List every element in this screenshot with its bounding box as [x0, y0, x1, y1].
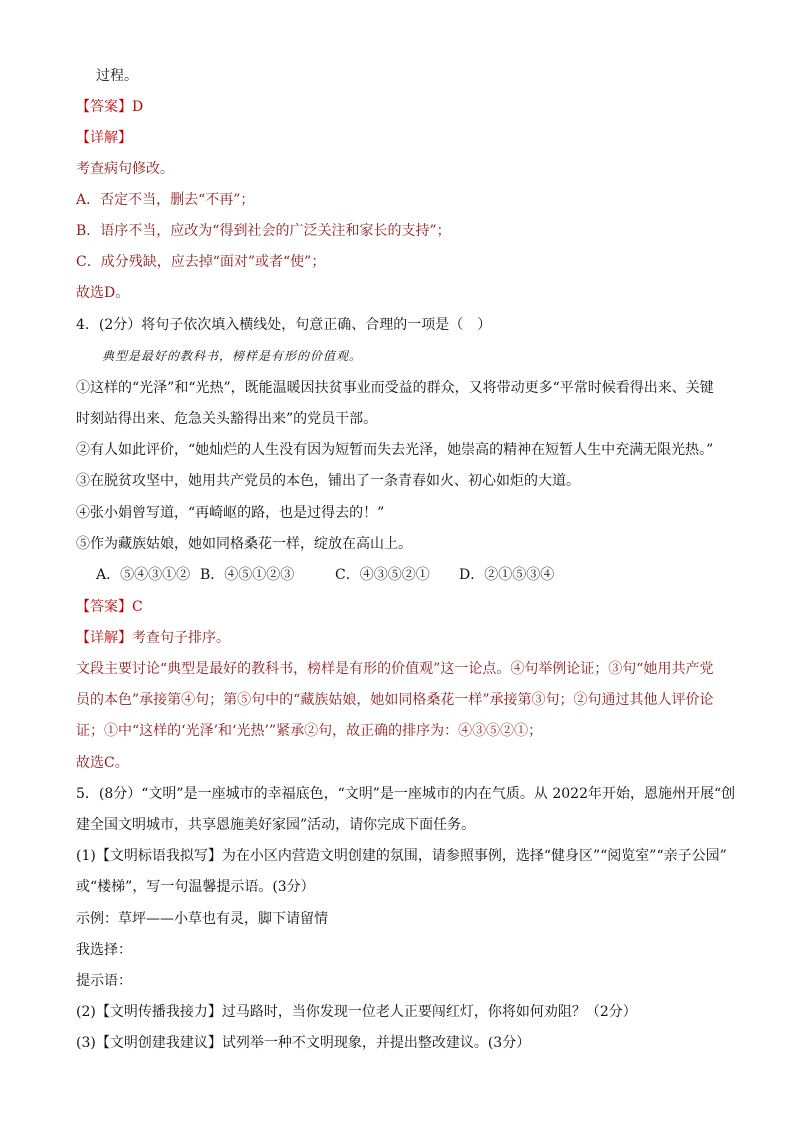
- sentence-1-cont: 时刻站得出来、危急关头豁得出来”的党员干部。: [76, 411, 378, 427]
- option-a: A．⑤④③①②: [96, 567, 191, 583]
- slogan-line: 提示语：: [76, 973, 132, 989]
- sentence-4: ④张小娟曾写道，“再崎岖的路，也是过得去的！”: [76, 505, 385, 521]
- sentence-1: ①这样的“光泽”和“光热”，既能温暖因扶贫事业而受益的群众，又将带动更多“平常时候看得出来、关键: [76, 380, 714, 396]
- text-line: 故选D。: [76, 285, 130, 301]
- option-d: D．②①⑤③④: [459, 567, 555, 583]
- text-line: 文段主要讨论“典型是最好的教科书，榜样是有形的价值观”这一论点。④句举例论证；③句“她用共产党: [76, 661, 714, 677]
- explanation-text: 考查句子排序。: [132, 630, 230, 646]
- text-line: 故选C。: [76, 755, 129, 771]
- task-3: (3)【文明创建我建议】试列举一种不文明现象，并提出整改建议。(3分）: [76, 1035, 531, 1051]
- text-line: 员的本色”承接第④句；第⑤句中的“藏族姑娘，她如同格桑花一样”承接第③句；②句通过其他人评价论: [76, 692, 714, 708]
- answer-label: 【答案】C: [76, 599, 143, 615]
- option-b: B．④⑤①②③: [200, 567, 295, 583]
- question-4: 4．(2分）将句子依次填入横线处，句意正确、合理的一项是（ ）: [76, 317, 492, 333]
- question-4-prompt: 典型是最好的教科书，榜样是有形的价值观。: [102, 349, 363, 363]
- explanation-line: [76, 628, 230, 648]
- task-1-cont: 或“楼梯”，写一句温馨提示语。(3分）: [76, 879, 315, 895]
- text-line: 考查病句修改。: [76, 161, 174, 177]
- example-line: 示例：草坪——小草也有灵，脚下请留情: [76, 911, 328, 927]
- option-c: C．④③⑤②①: [335, 567, 430, 583]
- text-line: 证；①中“这样的‘光泽’和‘光热’”紧承②句，故正确的排序为：④③⑤②①；: [76, 723, 543, 739]
- sentence-3: ③在脱贫攻坚中，她用共产党员的本色，铺出了一条青春如火、初心如炬的大道。: [76, 473, 580, 489]
- text-line: A．否定不当，删去“不再”；: [76, 192, 255, 208]
- options-row: [96, 565, 554, 585]
- text-line: B．语序不当，应改为“得到社会的广泛关注和家长的支持”；: [76, 223, 451, 239]
- task-2: (2)【文明传播我接力】过马路时，当你发现一位老人正要闯红灯，你将如何劝阻？（2分）: [76, 1004, 637, 1020]
- explanation-label: 【详解】: [76, 130, 132, 146]
- question-5: 5．(8分）“文明”是一座城市的幸福底色，“文明”是一座城市的内在气质。从 2022年开始，恩施州开展“创: [76, 786, 736, 802]
- explanation-label: 【详解】: [76, 630, 132, 646]
- question-5-cont: 建全国文明城市，共享恩施美好家园”活动，请你完成下面任务。: [76, 817, 476, 833]
- task-1: (1)【文明标语我拟写】为在小区内营造文明创建的氛围，请参照事例，选择“健身区”“阅览室”“亲子公园”: [76, 848, 727, 864]
- answer-label: 【答案】D: [76, 99, 144, 115]
- choice-line: 我选择：: [76, 942, 132, 958]
- text-line: C．成分残缺，应去掉“面对”或者“使”；: [76, 254, 326, 270]
- sentence-5: ⑤作为藏族姑娘，她如同格桑花一样，绽放在高山上。: [76, 536, 412, 552]
- text-line: 过程。: [96, 68, 138, 84]
- sentence-2: ②有人如此评价，“她灿烂的人生没有因为短暂而失去光泽，她崇高的精神在短暂人生中充满无限光热。”: [76, 442, 714, 458]
